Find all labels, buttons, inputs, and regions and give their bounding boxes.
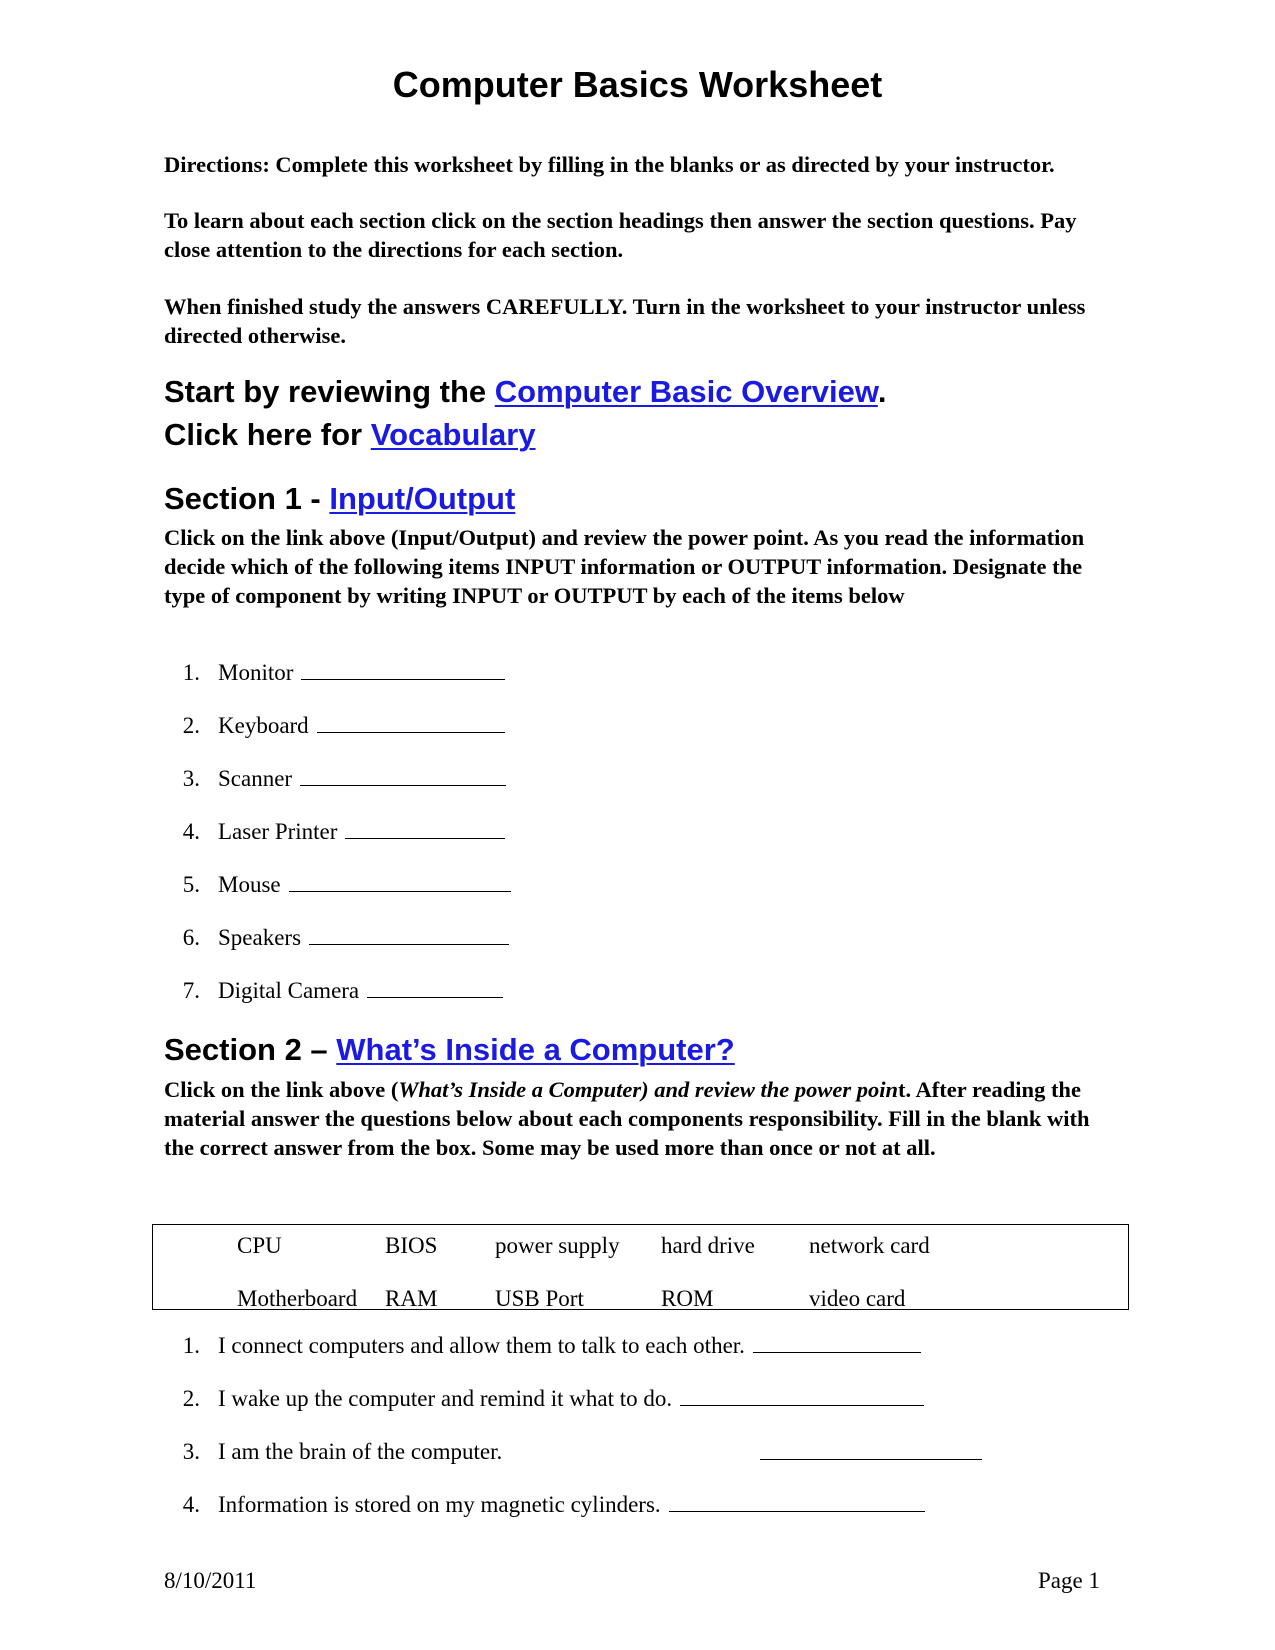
- answer-blank[interactable]: [301, 661, 505, 680]
- footer-date: 8/10/2011: [164, 1568, 257, 1593]
- answer-blank[interactable]: [289, 873, 511, 892]
- start-suffix: .: [877, 374, 887, 409]
- answer-blank[interactable]: [760, 1441, 982, 1460]
- word-bank-term: network card: [809, 1233, 930, 1258]
- item-label: Speakers: [218, 925, 302, 950]
- item-label: Keyboard: [218, 713, 309, 738]
- item-label: Digital Camera: [218, 978, 360, 1003]
- item-number: 3.: [182, 766, 200, 791]
- list-item: [164, 660, 505, 686]
- list-item: [164, 925, 509, 951]
- section1-instructions: Click on the link above (Input/Output) and review the power point. As you read the information decide which of the following items INPUT information or OUTPUT information. Designate the type of component by writing INPUT or OUTPUT by each of the items below: [164, 525, 1085, 608]
- overview-link[interactable]: Computer Basic Overview: [494, 374, 878, 409]
- word-bank-term: BIOS: [385, 1233, 438, 1258]
- section2-prefix: Section 2 –: [164, 1032, 337, 1067]
- word-bank-term: video card: [809, 1286, 906, 1311]
- section2-instructions: [164, 1075, 1124, 1162]
- word-bank-term: USB Port: [495, 1286, 584, 1311]
- instr-part-a: Click on the link above (: [164, 1077, 399, 1102]
- directions-text: Directions: Complete this worksheet by filling in the blanks or as directed by your instructor.: [164, 152, 1055, 177]
- word-bank-term: ROM: [661, 1286, 714, 1311]
- word-bank-box: [152, 1224, 1129, 1310]
- list-item: [164, 1386, 924, 1412]
- question-text: Information is stored on my magnetic cylinders.: [218, 1492, 661, 1517]
- list-item: [164, 819, 505, 845]
- item-label: Mouse: [218, 872, 281, 897]
- footer-page-number: Page 1: [1038, 1568, 1100, 1593]
- vocab-prefix: Click here for: [164, 417, 371, 452]
- item-label: Scanner: [218, 766, 293, 791]
- list-item: [164, 713, 505, 739]
- answer-blank[interactable]: [345, 820, 505, 839]
- item-number: 3.: [182, 1439, 200, 1464]
- list-item: [164, 978, 503, 1004]
- answer-blank[interactable]: [300, 767, 506, 786]
- item-number: 4.: [182, 1492, 200, 1517]
- item-number: 1.: [182, 660, 200, 685]
- word-bank-term: RAM: [385, 1286, 438, 1311]
- list-item: [164, 1333, 921, 1359]
- instr-part-c: t. After reading the material answer the questions below about each components responsibility. Fill in the blank with the correct answer from the box. Some may be used more than once or not at all.: [164, 1077, 1090, 1160]
- item-number: 7.: [182, 978, 200, 1003]
- word-bank-term: CPU: [237, 1233, 282, 1258]
- item-label: Monitor: [218, 660, 294, 685]
- item-number: 4.: [182, 819, 200, 844]
- item-number: 2.: [182, 1386, 200, 1411]
- section2-heading: [164, 1032, 735, 1068]
- word-bank-term: power supply: [495, 1233, 620, 1258]
- answer-blank[interactable]: [367, 979, 503, 998]
- answer-blank[interactable]: [669, 1493, 925, 1512]
- item-number: 5.: [182, 872, 200, 897]
- learn-text: To learn about each section click on the section headings then answer the section questions. Pay close attention to the directions for each section.: [164, 208, 1077, 262]
- start-line: [164, 374, 886, 410]
- answer-blank[interactable]: [309, 926, 509, 945]
- word-bank-term: Motherboard: [237, 1286, 358, 1311]
- answer-blank[interactable]: [317, 714, 505, 733]
- answer-blank[interactable]: [753, 1334, 921, 1353]
- whats-inside-link[interactable]: What’s Inside a Computer?: [336, 1032, 735, 1067]
- list-item: [164, 1492, 925, 1518]
- vocabulary-link[interactable]: Vocabulary: [370, 417, 536, 452]
- vocab-line: [164, 417, 536, 453]
- answer-blank[interactable]: [680, 1387, 924, 1406]
- question-text: I connect computers and allow them to talk to each other.: [218, 1333, 745, 1358]
- section1-prefix: Section 1 -: [164, 481, 330, 516]
- list-item: [164, 872, 511, 898]
- item-number: 2.: [182, 713, 200, 738]
- question-text: I wake up the computer and remind it what to do.: [218, 1386, 673, 1411]
- question-text: I am the brain of the computer.: [218, 1439, 503, 1464]
- list-item: [164, 766, 506, 792]
- section1-heading: [164, 481, 515, 517]
- list-item: [164, 1439, 502, 1465]
- page-title: Computer Basics Worksheet: [392, 64, 883, 105]
- start-prefix: Start by reviewing the: [164, 374, 495, 409]
- item-number: 6.: [182, 925, 200, 950]
- word-bank-term: hard drive: [661, 1233, 755, 1258]
- item-number: 1.: [182, 1333, 200, 1358]
- item-label: Laser Printer: [218, 819, 338, 844]
- instr-part-b: What’s Inside a Computer) and review the power poin: [398, 1077, 899, 1102]
- finish-text: When finished study the answers CAREFULLY. Turn in the worksheet to your instructor unless directed otherwise.: [164, 294, 1086, 348]
- input-output-link[interactable]: Input/Output: [329, 481, 516, 516]
